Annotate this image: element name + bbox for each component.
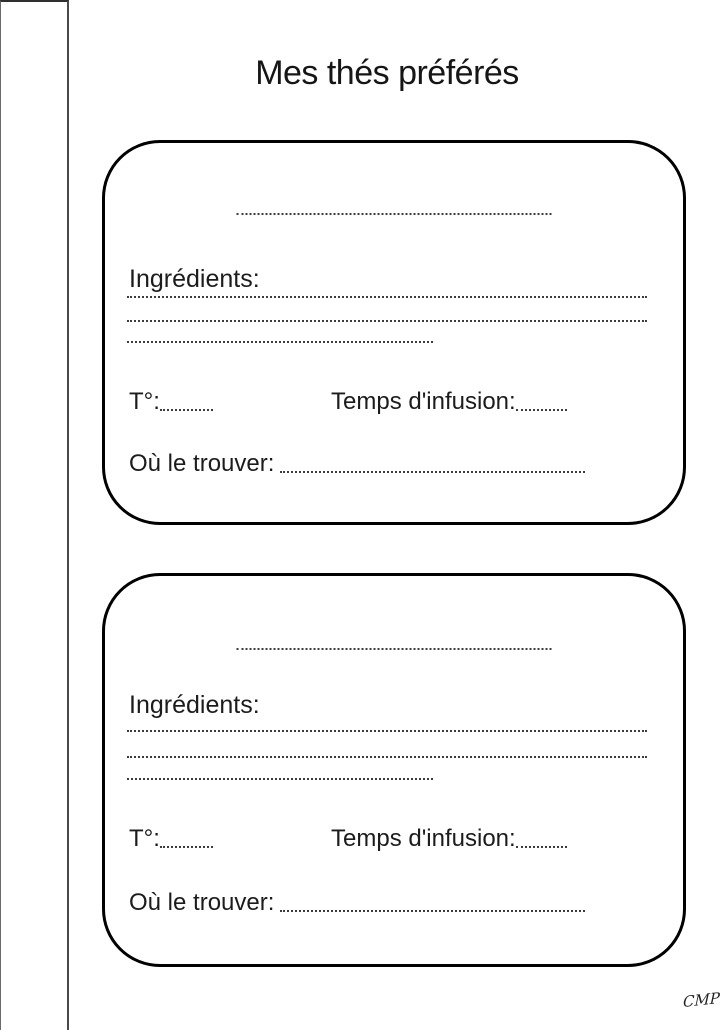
tea-name-fill-line [237,213,552,215]
temperature-fill-line [160,846,213,848]
ingredients-fill-line-1 [127,296,647,298]
tea-card-2 [102,573,686,967]
where-to-find-label: Où le trouver: [129,450,275,477]
where-to-find-field [129,890,585,916]
left-binding-strip [0,0,69,1030]
where-to-find-field [129,451,585,477]
ingredients-fill-line-3 [127,778,433,780]
page-title: Mes thés préférés [255,54,519,92]
infusion-time-field [331,389,567,415]
temperature-field [129,826,213,852]
infusion-time-label: Temps d'infusion: [331,388,516,415]
temperature-fill-line [160,409,213,411]
temperature-label: T°: [129,388,160,415]
temperature-field [129,389,213,415]
infusion-time-field [331,826,567,852]
ingredients-fill-line-2 [127,320,647,322]
ingredients-fill-line-3 [127,341,433,343]
ingredients-fill-line-1 [127,730,647,732]
author-signature: CMP [682,988,721,1012]
tea-name-fill-line [237,648,552,650]
infusion-time-fill-line [516,409,567,411]
temperature-label: T°: [129,825,160,852]
tea-card-1 [102,140,686,525]
ingredients-label: Ingrédients: [129,691,260,719]
where-to-find-label: Où le trouver: [129,889,275,916]
where-to-find-fill-line [280,471,585,473]
ingredients-fill-line-2 [127,756,647,758]
infusion-time-label: Temps d'infusion: [331,825,516,852]
where-to-find-fill-line [280,910,585,912]
ingredients-label: Ingrédients: [129,265,260,293]
infusion-time-fill-line [516,846,567,848]
